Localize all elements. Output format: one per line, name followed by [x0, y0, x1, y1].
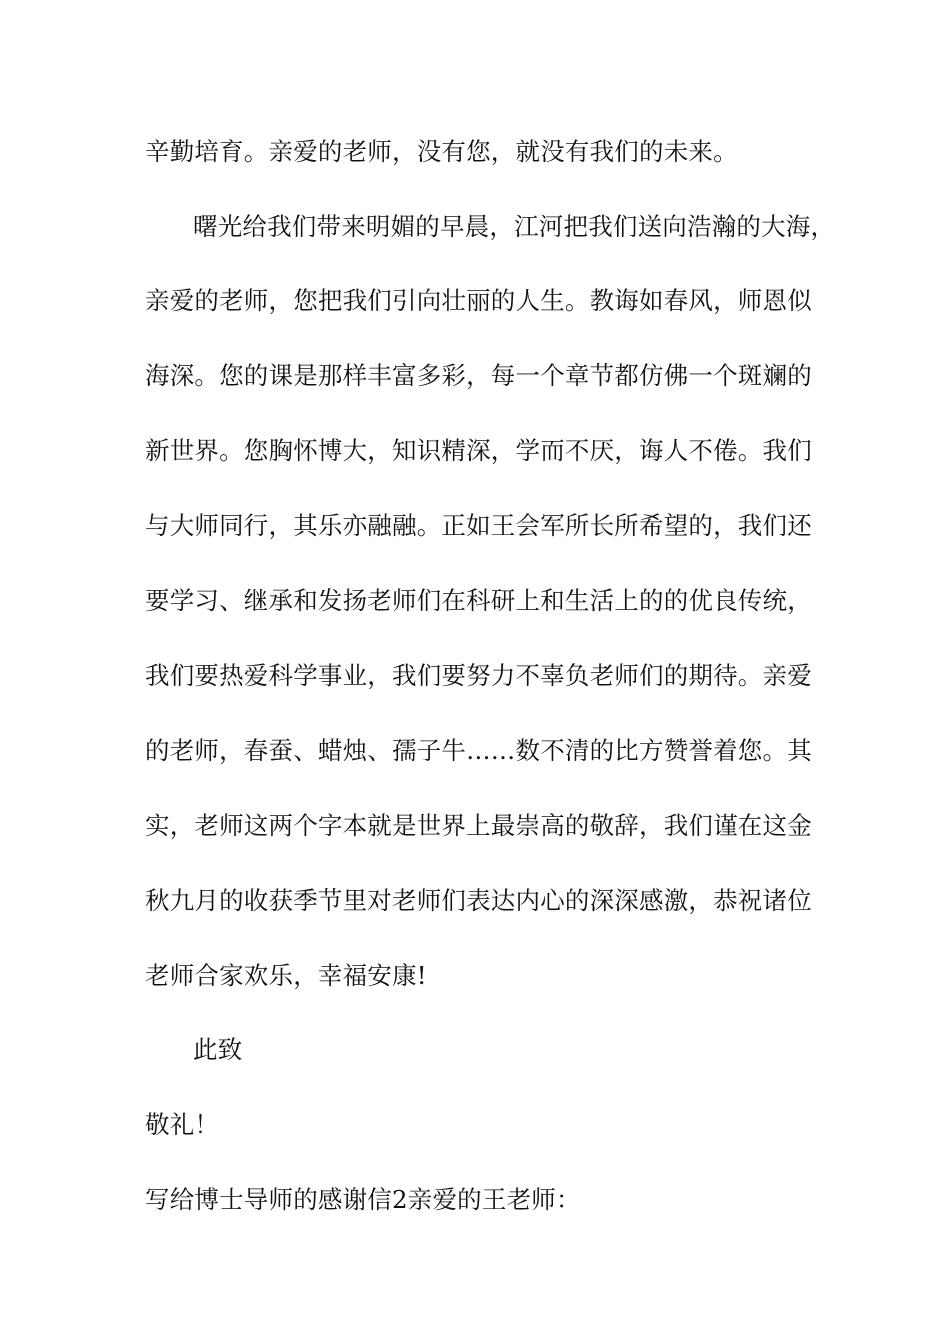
text-line-7: 要学习、继承和发扬老师们在科研上和生活上的的优良传统，: [145, 586, 812, 615]
text-line-2: 曙光给我们带来明媚的早晨，江河把我们送向浩瀚的大海，: [193, 212, 836, 241]
next-letter-heading: 写给博士导师的感谢信2亲爱的王老师：: [145, 1185, 581, 1214]
text-line-12: 老师合家欢乐，幸福安康!: [145, 961, 427, 990]
text-line-9: 的老师，春蚕、蜡烛、孺子牛……数不清的比方赞誉着您。其: [145, 736, 812, 765]
text-line-4: 海深。您的课是那样丰富多彩，每一个章节都仿佛一个斑斓的: [145, 361, 812, 390]
closing-regards: 敬礼！: [145, 1110, 220, 1139]
text-line-6: 与大师同行，其乐亦融融。正如王会军所长所希望的，我们还: [145, 511, 812, 540]
text-line-3: 亲爱的老师，您把我们引向壮丽的人生。教诲如春风，师恩似: [145, 286, 812, 315]
text-line-11: 秋九月的收获季节里对老师们表达内心的深深感激，恭祝诸位: [145, 886, 812, 915]
text-line-1: 辛勤培育。亲爱的老师，没有您，就没有我们的未来。: [145, 137, 738, 166]
text-line-8: 我们要热爱科学事业，我们要努力不辜负老师们的期待。亲爱: [145, 661, 812, 690]
closing-salutation: 此致: [193, 1035, 243, 1064]
text-line-5: 新世界。您胸怀博大，知识精深，学而不厌，诲人不倦。我们: [145, 436, 812, 465]
text-line-10: 实，老师这两个字本就是世界上最崇高的敬辞，我们谨在这金: [145, 811, 812, 840]
